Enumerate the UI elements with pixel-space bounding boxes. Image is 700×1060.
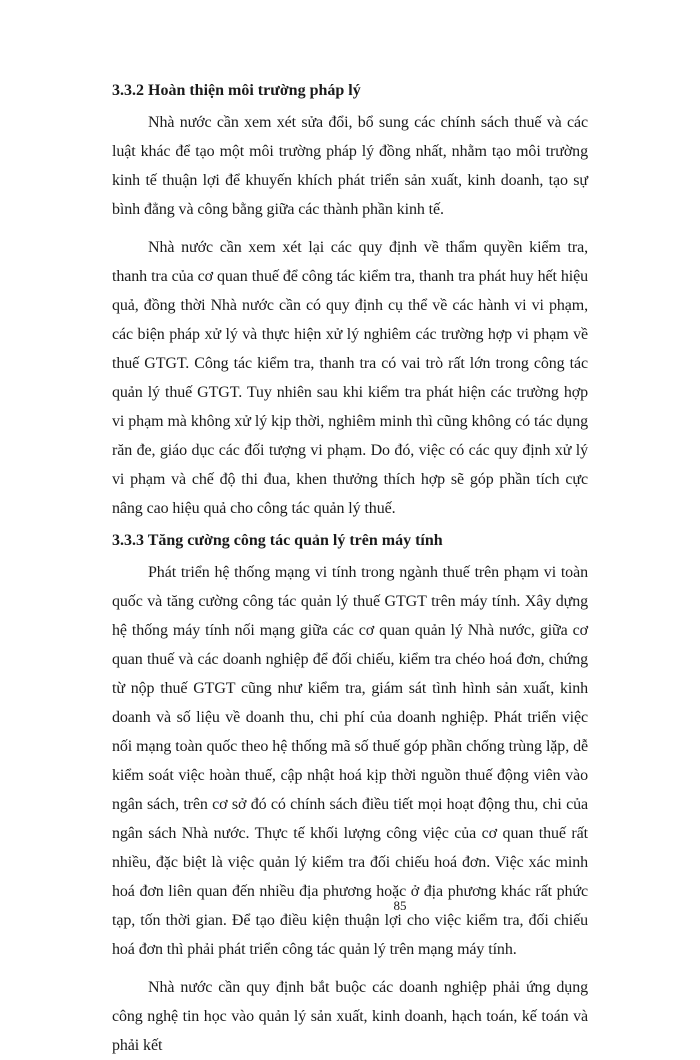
paragraph-legal-environment-1: Nhà nước cần xem xét sửa đổi, bổ sung các chính sách thuế và các luật khác để tạo một môi trường pháp lý đồng nhất, nhằm tạo môi trường kinh tế thuận lợi để khuyến khích phát triển sản xuất, kinh doanh, tạo sự bình đẳng và công bằng giữa các thành phần kinh tế. <box>112 114 588 218</box>
paragraph-computer-management-2: Nhà nước cần quy định bắt buộc các doanh nghiệp phải ứng dụng công nghệ tin học vào quản lý sản xuất, kinh doanh, hạch toán, kế toán và phải kết <box>112 979 588 1054</box>
paragraph-computer-management-1: Phát triển hệ thống mạng vi tính trong ngành thuế trên phạm vi toàn quốc và tăng cường công tác quản lý thuế GTGT trên máy tính. Xây dựng hệ thống máy tính nối mạng giữa các cơ quan quản lý Nhà nước, giữa cơ quan thuế và các doanh nghiệp để đối chiếu, kiểm tra chéo hoá đơn, chứng từ nộp thuế GTGT cũng như kiểm tra, giám sát tình hình sản xuất, kinh doanh và số liệu về doanh thu, chi phí của doanh nghiệp. Phát triển việc nối mạng toàn quốc theo hệ thống mã số thuế góp phần chống trùng lặp, dễ kiểm soát việc hoàn thuế, cập nhật hoá kịp thời nguồn thuế động viên vào ngân sách, trên cơ sở đó có chính sách điều tiết mọi hoạt động thu, chi của ngân sách Nhà nước. Thực tế khối lượng công việc của cơ quan thuế rất nhiều, đặc biệt là việc quản lý kiểm tra đối chiếu hoá đơn. Việc xác minh hoá đơn liên quan đến nhiều địa phương hoặc ở địa phương khác rất phức tạp, tốn thời gian. Để tạo điều kiện thuận lợi cho việc kiểm tra, đối chiếu hoá đơn thì phải phát triển công tác quản lý trên mạng máy tính. <box>112 564 588 958</box>
page-number: 85 <box>393 898 407 913</box>
paragraph-legal-environment-2: Nhà nước cần xem xét lại các quy định về thẩm quyền kiểm tra, thanh tra của cơ quan thuế để công tác kiểm tra, thanh tra phát huy hết hiệu quả, đồng thời Nhà nước cần có quy định cụ thể về các hành vi vi phạm, các biện pháp xử lý và thực hiện xử lý nghiêm các trường hợp vi phạm về thuế GTGT. Công tác kiểm tra, thanh tra có vai trò rất lớn trong công tác quản lý thuế GTGT. Tuy nhiên sau khi kiểm tra phát hiện các trường hợp vi phạm mà không xử lý kịp thời, nghiêm minh thì cũng không có tác dụng răn đe, giáo dục các đối tượng vi phạm. Do đó, việc có các quy định xử lý vi phạm và chế độ thi đua, khen thưởng thích hợp sẽ góp phần tích cực nâng cao hiệu quả cho công tác quản lý thuế. <box>112 239 588 517</box>
section-heading-3-3-3: 3.3.3 Tăng cường công tác quản lý trên máy tính <box>112 532 443 549</box>
section-heading-3-3-2: 3.3.2 Hoàn thiện môi trường pháp lý <box>112 82 361 99</box>
